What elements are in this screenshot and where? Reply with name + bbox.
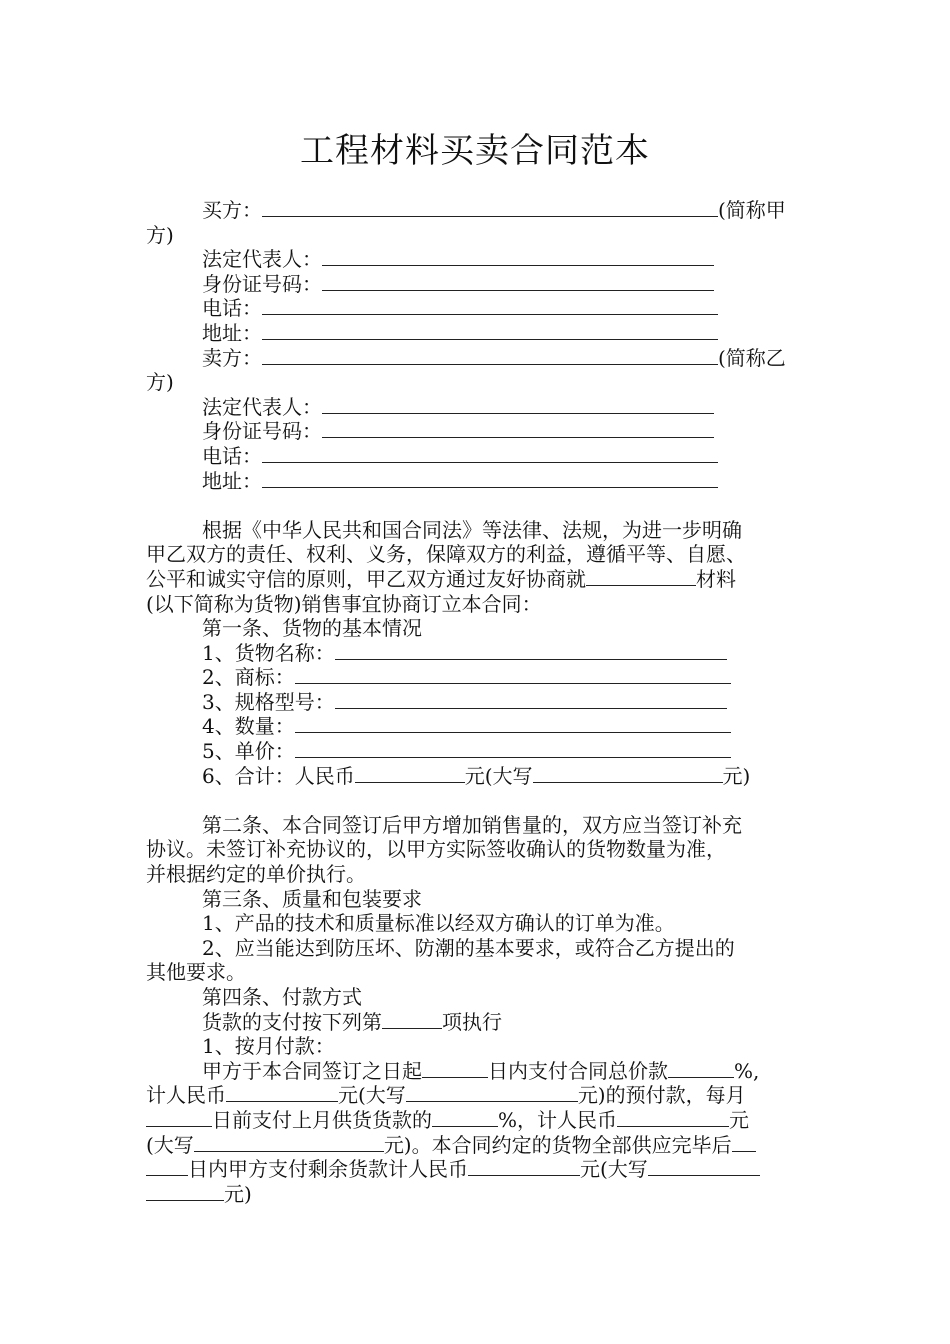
payment-line-4: (大写 元)。本合同约定的货物全部供应完毕后 <box>146 1133 811 1158</box>
quantity-blank[interactable] <box>295 714 731 733</box>
payment-line-6: 元) <box>146 1182 811 1207</box>
buyer-id-blank[interactable] <box>322 272 714 291</box>
buyer-address-blank[interactable] <box>262 321 718 340</box>
article4-heading: 第四条、付款方式 <box>202 985 362 1009</box>
article2-line-1: 第二条、本合同签订后甲方增加销售量的，双方应当签订补充 <box>202 812 742 837</box>
goods-name-line: 1、货物名称： <box>146 641 811 666</box>
seller-address-line: 地址： <box>146 469 811 494</box>
buyer-rep-blank[interactable] <box>322 247 714 266</box>
article1-heading: 第一条、货物的基本情况 <box>202 616 422 641</box>
seller-id-line: 身份证号码： <box>146 419 811 444</box>
brand-blank[interactable] <box>295 665 731 684</box>
monthly-day-blank[interactable] <box>146 1108 212 1127</box>
total-line: 6、合计：人民币 元(大写 元) <box>202 763 751 788</box>
article2-line-3: 并根据约定的单价执行。 <box>146 862 366 887</box>
final-days-blank-a[interactable] <box>732 1133 756 1152</box>
seller-rep-line: 法定代表人： <box>146 395 811 420</box>
payment-option-blank[interactable] <box>382 1010 442 1029</box>
payment-line-3: 日前支付上月供货货款的 %，计人民币 元 <box>146 1108 811 1133</box>
total-amount-blank[interactable] <box>355 764 465 783</box>
buyer-phone-blank[interactable] <box>262 296 718 315</box>
payment-option-line: 货款的支付按下列第 项执行 <box>202 1009 502 1034</box>
article2-line-2: 协议。未签订补充协议的，以甲方实际签收确认的货物数量为准， <box>146 837 726 862</box>
payment-line-1: 甲方于本合同签订之日起 日内支付合同总价款 %, <box>202 1058 760 1083</box>
days-blank[interactable] <box>422 1059 488 1078</box>
goods-name-blank[interactable] <box>335 641 727 660</box>
prepay-amount-blank[interactable] <box>226 1083 338 1102</box>
unit-price-line: 5、单价： <box>146 739 811 764</box>
spacer <box>146 788 811 813</box>
article3-heading: 第三条、质量和包装要求 <box>202 886 422 911</box>
seller-address-blank[interactable] <box>262 469 718 488</box>
spec-line: 3、规格型号： <box>146 690 811 715</box>
payment-line-5: 日内甲方支付剩余货款计人民币 元(大写 <box>146 1157 811 1182</box>
article3-item-1: 1、产品的技术和质量标准以经双方确认的订单为准。 <box>202 911 675 936</box>
buyer-id-line: 身份证号码： <box>146 272 811 297</box>
payment-line-2: 计人民币 元(大写 元)的预付款，每月 <box>146 1083 746 1108</box>
preamble-line-2: 甲乙双方的责任、权利、义务，保障双方的利益，遵循平等、自愿、 <box>146 542 746 567</box>
buyer-phone-line: 电话： <box>146 296 811 321</box>
percent-blank[interactable] <box>668 1059 734 1078</box>
buyer-rep-line: 法定代表人： <box>146 247 811 272</box>
seller-suffix-line: 方) <box>146 370 174 395</box>
contract-body <box>146 198 811 1206</box>
final-days-blank-b[interactable] <box>146 1157 188 1176</box>
monthly-percent-blank[interactable] <box>432 1108 498 1127</box>
remaining-words-blank-a[interactable] <box>648 1157 760 1176</box>
unit-price-blank[interactable] <box>295 739 731 758</box>
brand-line: 2、商标： <box>146 665 811 690</box>
buyer-line: 买方： (简称甲 <box>202 198 786 222</box>
monthly-payment-heading: 1、按月付款： <box>202 1034 335 1059</box>
spec-blank[interactable] <box>335 690 727 709</box>
buyer-address-line: 地址： <box>146 321 811 346</box>
monthly-amount-blank[interactable] <box>617 1108 729 1127</box>
seller-id-blank[interactable] <box>322 419 714 438</box>
seller-line: 卖方： (简称乙 <box>202 345 786 370</box>
preamble-line-1: 根据《中华人民共和国合同法》等法律、法规，为进一步明确 <box>202 517 742 542</box>
preamble-line-3: 公平和诚实守信的原则，甲乙双方通过友好协商就 材料 <box>146 566 736 591</box>
total-words-blank[interactable] <box>533 764 723 783</box>
seller-blank[interactable] <box>262 346 718 365</box>
buyer-suffix-line: 方) <box>146 222 174 247</box>
seller-phone-blank[interactable] <box>262 444 718 463</box>
remaining-amount-blank[interactable] <box>468 1157 580 1176</box>
monthly-words-blank[interactable] <box>194 1133 384 1152</box>
article3-item-2-cont: 其他要求。 <box>146 960 246 985</box>
remaining-words-blank-b[interactable] <box>146 1182 224 1201</box>
material-blank[interactable] <box>586 567 696 586</box>
spacer <box>146 493 811 518</box>
article3-item-2: 2、应当能达到防压坏、防潮的基本要求，或符合乙方提出的 <box>202 935 735 960</box>
document-title: 工程材料买卖合同范本 <box>300 131 650 171</box>
seller-rep-blank[interactable] <box>322 395 714 414</box>
quantity-line: 4、数量： <box>146 714 811 739</box>
preamble-line-4: (以下简称为货物)销售事宜协商订立本合同： <box>146 591 542 616</box>
prepay-words-blank[interactable] <box>406 1083 578 1102</box>
buyer-blank[interactable] <box>262 198 718 217</box>
seller-phone-line: 电话： <box>146 444 811 469</box>
